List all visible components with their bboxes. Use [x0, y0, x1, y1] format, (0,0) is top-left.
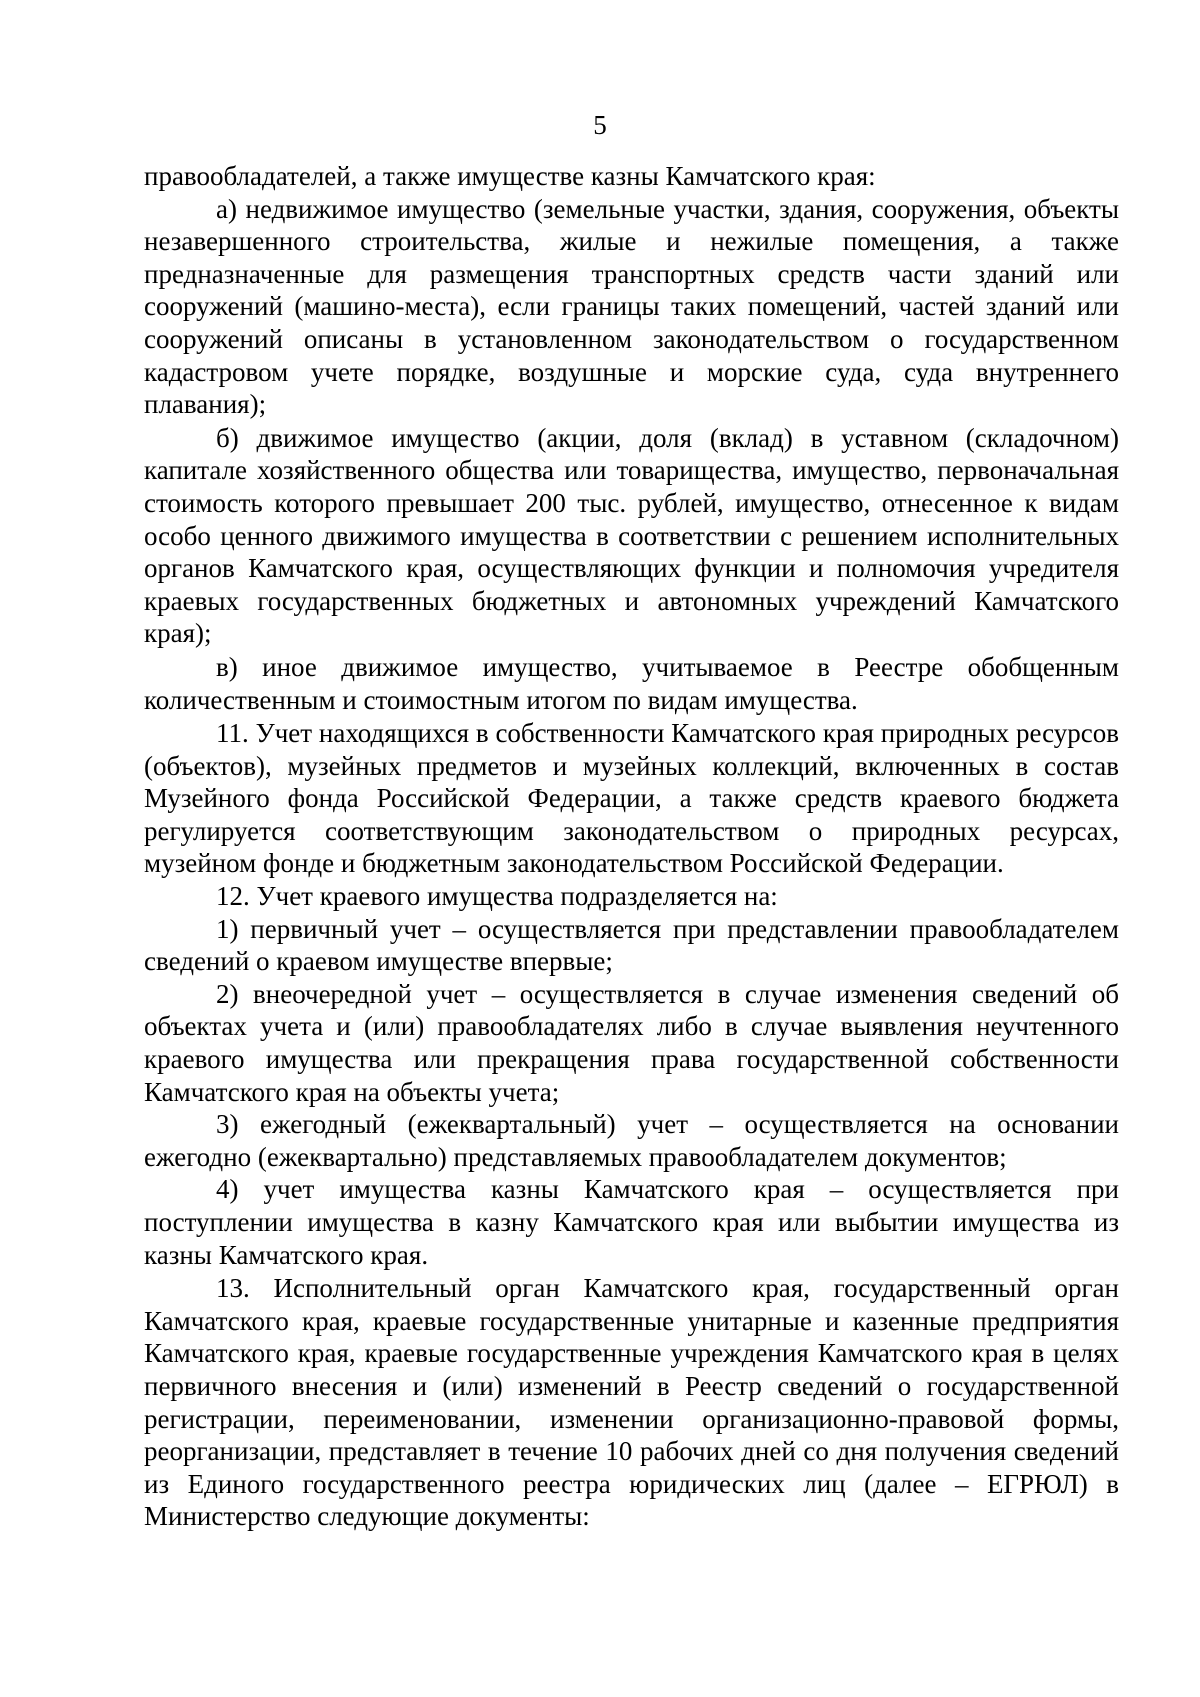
paragraph-item-b: б) движимое имущество (акции, доля (вклад) в уставном (складочном) капитале хозяйственного общества или товарищества, имущество, первоначальная стоимость которого превышает 200 тыс. рублей, имущество, отнесенное к видам особо ценного движимого имущества в соответствии с решением исполнительных органов Камчатского края, осуществляющих функции и полномочия учредителя краевых государственных бюджетных и автономных учреждений Камчатского края);	[144, 422, 1119, 649]
paragraph-12-item-1: 1) первичный учет – осуществляется при представлении правообладателем сведений о краевом имуществе впервые;	[144, 913, 1119, 977]
page-number: 5	[593, 110, 607, 140]
paragraph-item-a: а) недвижимое имущество (земельные участки, здания, сооружения, объекты незавершенного строительства, жилые и нежилые помещения, а также предназначенные для размещения транспортных средств части зданий или сооружений (машино-места), если границы таких помещений, частей зданий или сооружений описаны в установленном законодательством о государственном кадастровом учете порядке, воздушные и морские суда, суда внутреннего плавания);	[144, 193, 1119, 420]
paragraph-12-item-4: 4) учет имущества казны Камчатского края – осуществляется при поступлении имущества в казну Камчатского края или выбытии имущества из казны Камчатского края.	[144, 1174, 1119, 1270]
paragraph-13: 13. Исполнительный орган Камчатского края, государственный орган Камчатского края, краевые государственные унитарные и казенные предприятия Камчатского края, краевые государственные учреждения Камчатского края в целях первичного внесения и (или) изменений в Реестр сведений о государственной регистрации, переименовании, изменении организационно-правовой формы, реорганизации, представляет в течение 10 рабочих дней со дня получения сведений из Единого государственного реестра юридических лиц (далее – ЕГРЮЛ) в Министерство следующие документы:	[144, 1273, 1119, 1532]
paragraph-12-item-3: 3) ежегодный (ежеквартальный) учет – осуществляется на основании ежегодно (ежеквартально) представляемых правообладателем документов;	[144, 1109, 1119, 1172]
paragraph-12: 12. Учет краевого имущества подразделяется на:	[216, 881, 778, 912]
paragraph-11: 11. Учет находящихся в собственности Камчатского края природных ресурсов (объектов), музейных предметов и музейных коллекций, включенных в состав Музейного фонда Российской Федерации, а также средств краевого бюджета регулируется соответствующим законодательством о природных ресурсах, музейном фонде и бюджетным законодательством Российской Федерации.	[144, 718, 1119, 879]
paragraph-12-item-2: 2) внеочередной учет – осуществляется в случае изменения сведений об объектах учета и (или) правообладателях либо в случае выявления неучтенного краевого имущества или прекращения права государственной собственности Камчатского края на объекты учета;	[144, 978, 1119, 1107]
paragraph-continuation: правообладателей, а также имуществе казны Камчатского края:	[144, 161, 876, 191]
paragraph-item-v: в) иное движимое имущество, учитываемое в Реестре обобщенным количественным и стоимостным итогом по видам имущества.	[144, 651, 1119, 715]
document-body	[144, 160, 1119, 1533]
